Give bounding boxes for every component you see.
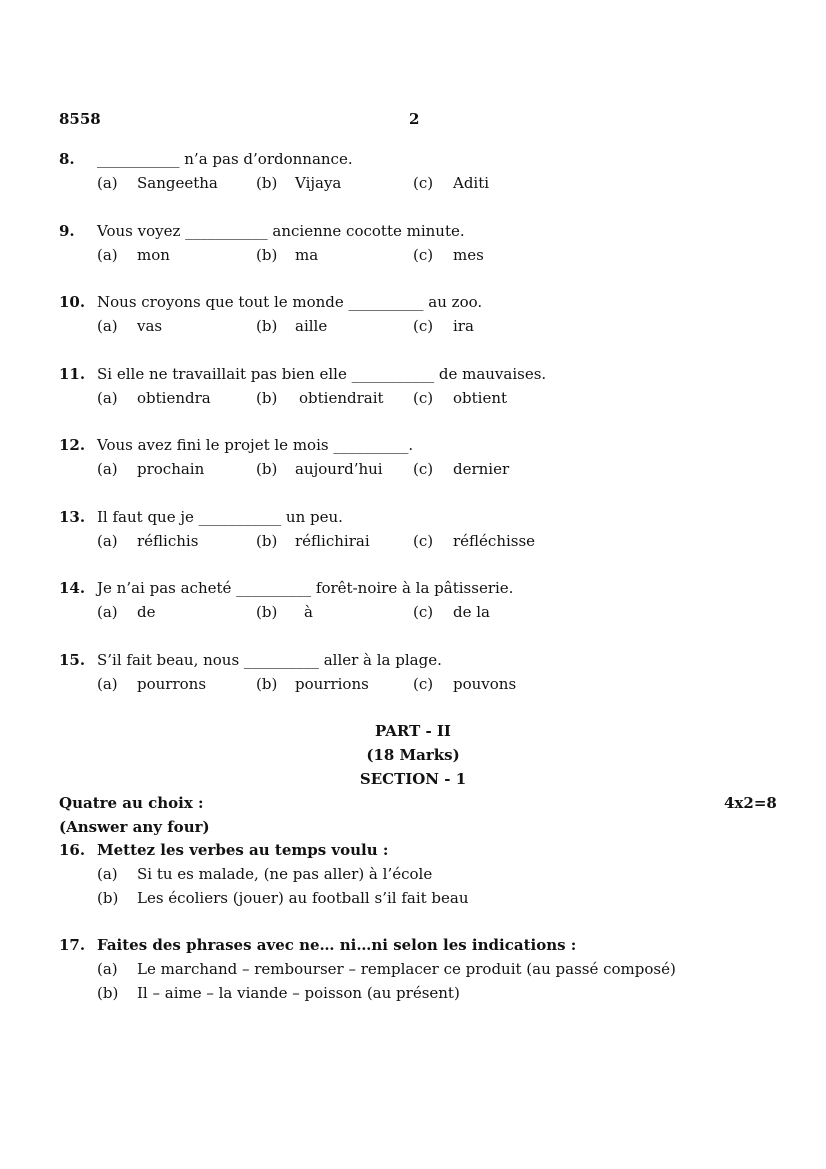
question-number: 11.	[59, 365, 86, 383]
option-b-text: pourrions	[295, 675, 369, 693]
option-c-label: (c)	[413, 603, 434, 621]
option-c-label: (c)	[413, 532, 434, 550]
option-a-text: de	[137, 603, 156, 621]
option-a-text: réflichis	[137, 532, 199, 550]
option-c-label: (c)	[413, 389, 434, 407]
q16-item-a-label: (a)	[97, 865, 118, 883]
part-title: PART - II	[375, 722, 451, 740]
part-marks: (18 Marks)	[366, 746, 460, 764]
instruction-french: Quatre au choix :	[59, 794, 204, 812]
option-a-label: (a)	[97, 246, 118, 264]
option-a-label: (a)	[97, 532, 118, 550]
option-c-text: Aditi	[453, 174, 490, 192]
question-text: Il faut que je ___________ un peu.	[97, 508, 343, 526]
option-c-label: (c)	[413, 174, 434, 192]
section-title: SECTION - 1	[359, 770, 467, 788]
question-13	[0, 508, 826, 560]
question-number: 12.	[59, 436, 86, 454]
question-number: 10.	[59, 293, 86, 311]
question-12	[0, 436, 826, 488]
question-number: 14.	[59, 579, 86, 597]
option-a-text: Sangeetha	[137, 174, 218, 192]
instruction-english: (Answer any four)	[59, 818, 210, 836]
option-b-label: (b)	[256, 603, 278, 621]
question-9	[0, 222, 826, 274]
option-c-text: mes	[453, 246, 484, 264]
option-b-text: Vijaya	[295, 174, 342, 192]
option-c-label: (c)	[413, 460, 434, 478]
option-c-text: obtient	[453, 389, 508, 407]
q16-item-b-label: (b)	[97, 889, 119, 907]
option-c-text: ira	[453, 317, 474, 335]
question-14	[0, 579, 826, 631]
option-b-text: aujourd’hui	[295, 460, 383, 478]
option-b-label: (b)	[256, 246, 278, 264]
question-text: S’il fait beau, nous __________ aller à la plage.	[97, 651, 442, 669]
question-number: 13.	[59, 508, 86, 526]
q17-item-b-text: Il – aime – la viande – poisson (au présent)	[137, 984, 460, 1002]
option-c-label: (c)	[413, 246, 434, 264]
question-10	[0, 293, 826, 345]
question-text: Nous croyons que tout le monde __________ au zoo.	[97, 293, 483, 311]
option-b-text: réflichirai	[295, 532, 370, 550]
option-a-text: obtiendra	[137, 389, 211, 407]
option-b-text: obtiendrait	[299, 389, 384, 407]
question-text: Vous avez fini le projet le mois __________.	[97, 436, 414, 454]
question-text: Je n’ai pas acheté __________ forêt-noire à la pâtisserie.	[97, 579, 514, 597]
option-a-text: pourrons	[137, 675, 207, 693]
option-c-text: de la	[453, 603, 490, 621]
option-b-text: ma	[295, 246, 319, 264]
option-b-label: (b)	[256, 460, 278, 478]
option-b-label: (b)	[256, 532, 278, 550]
option-b-text: à	[304, 603, 313, 621]
option-a-label: (a)	[97, 317, 118, 335]
option-c-text: réfléchisse	[453, 532, 536, 550]
option-a-text: mon	[137, 246, 170, 264]
question-text: Vous voyez ___________ ancienne cocotte minute.	[97, 222, 465, 240]
question-15	[0, 651, 826, 703]
option-a-label: (a)	[97, 460, 118, 478]
option-b-label: (b)	[256, 174, 278, 192]
question-text: Si elle ne travaillait pas bien elle ___________ de mauvaises.	[97, 365, 547, 383]
question-number: 9.	[59, 222, 75, 240]
question-11	[0, 365, 826, 417]
question-number: 8.	[59, 150, 75, 168]
question-16-number: 16.	[59, 841, 86, 859]
exam-code: 8558	[59, 110, 101, 128]
option-a-label: (a)	[97, 675, 118, 693]
q17-item-a-label: (a)	[97, 960, 118, 978]
question-16-title: Mettez les verbes au temps voulu :	[97, 841, 389, 859]
option-a-text: prochain	[137, 460, 205, 478]
question-text: ___________ n’a pas d’ordonnance.	[97, 150, 353, 168]
option-b-text: aille	[295, 317, 328, 335]
option-b-label: (b)	[256, 675, 278, 693]
q16-item-b-text: Les écoliers (jouer) au football s’il fait beau	[137, 889, 469, 907]
option-a-text: vas	[137, 317, 163, 335]
option-c-text: pouvons	[453, 675, 517, 693]
question-8	[0, 150, 826, 202]
question-17-title: Faites des phrases avec ne… ni…ni selon les indications :	[97, 936, 577, 954]
option-a-label: (a)	[97, 174, 118, 192]
q16-item-a-text: Si tu es malade, (ne pas aller) à l’école	[137, 865, 433, 883]
option-c-label: (c)	[413, 675, 434, 693]
option-c-label: (c)	[413, 317, 434, 335]
option-a-label: (a)	[97, 603, 118, 621]
question-17-number: 17.	[59, 936, 86, 954]
q17-item-a-text: Le marchand – rembourser – remplacer ce produit (au passé composé)	[137, 960, 676, 978]
option-b-label: (b)	[256, 389, 278, 407]
section-score: 4x2=8	[724, 794, 777, 812]
option-a-label: (a)	[97, 389, 118, 407]
option-c-text: dernier	[453, 460, 510, 478]
option-b-label: (b)	[256, 317, 278, 335]
q17-item-b-label: (b)	[97, 984, 119, 1002]
page-number: 2	[409, 110, 420, 128]
question-number: 15.	[59, 651, 86, 669]
